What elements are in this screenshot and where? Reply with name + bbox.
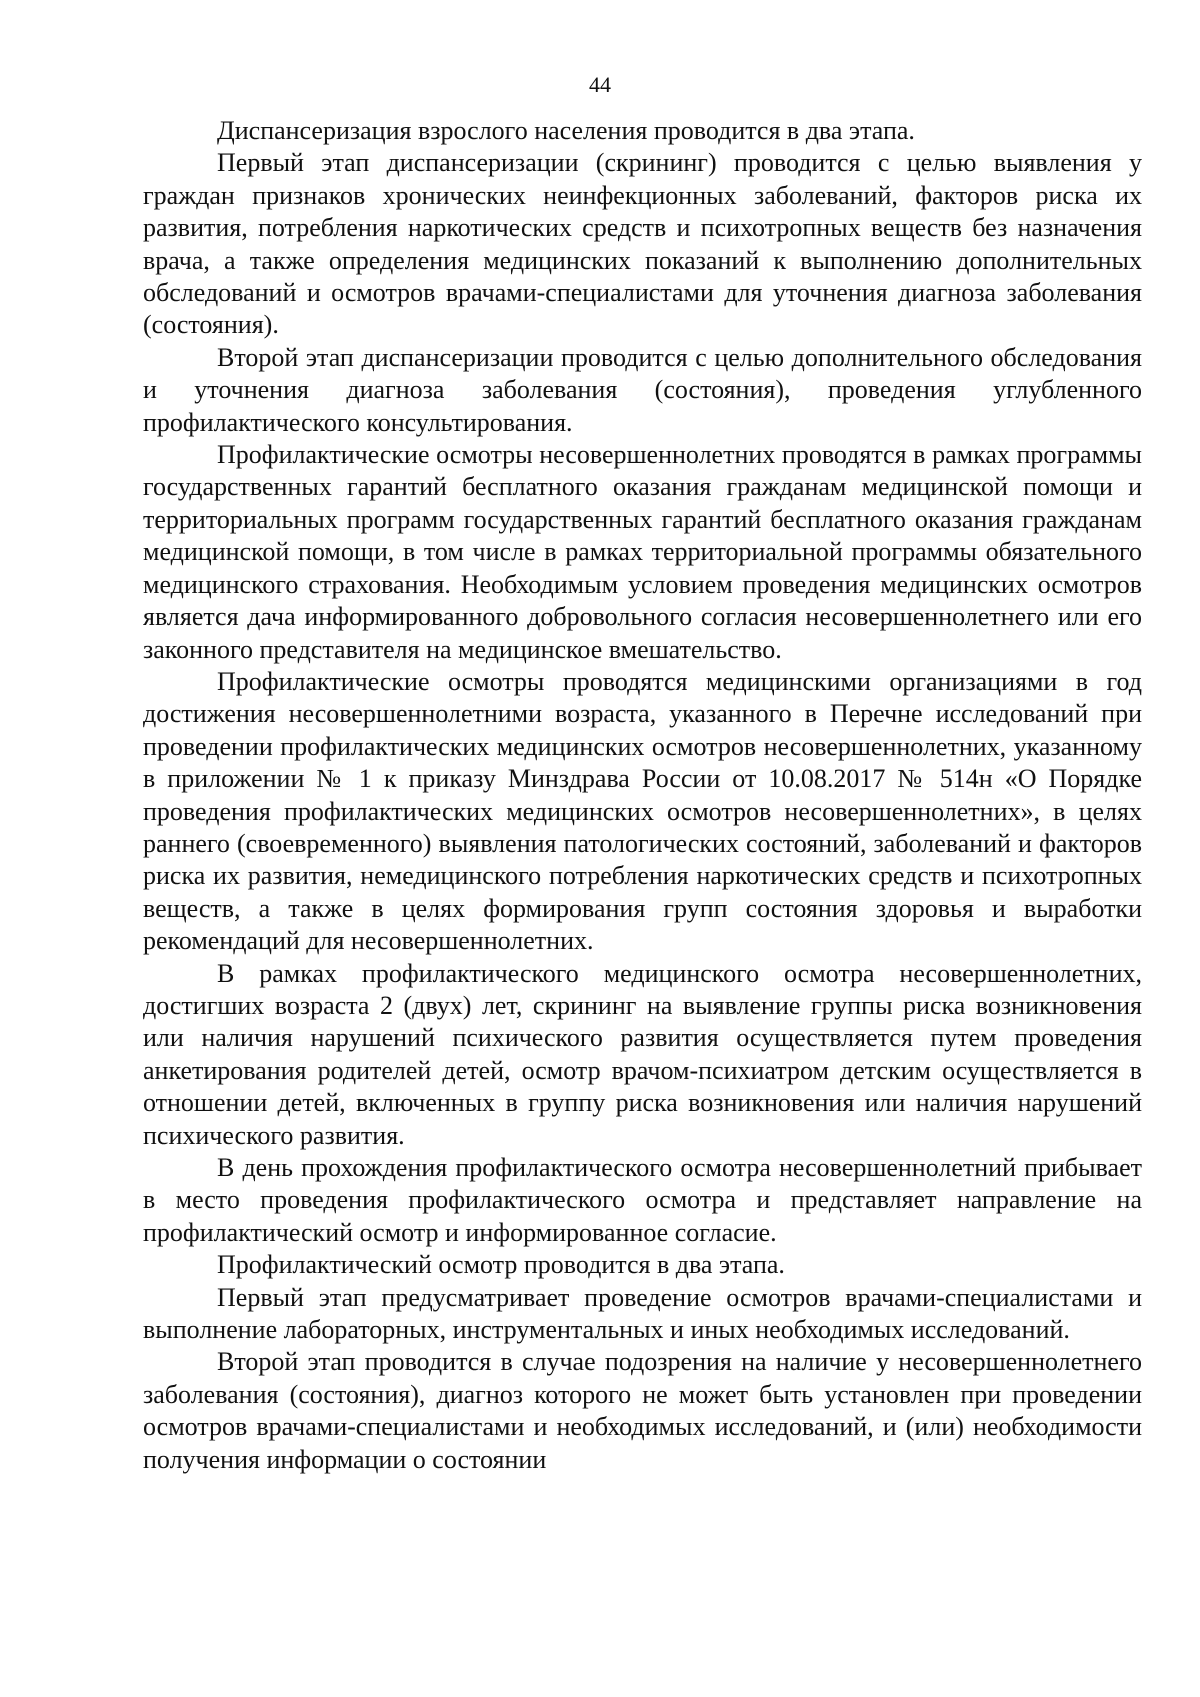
- paragraph-7: В день прохождения профилактического осмотра несовершеннолетний прибывает в место проведения профилактического осмотра и представляет направление на профилактический осмотр и информированное согласие.: [143, 1153, 1142, 1247]
- document-body: [143, 115, 1142, 1476]
- paragraph-1: Диспансеризация взрослого населения проводится в два этапа.: [217, 116, 915, 145]
- paragraph-10: Второй этап проводится в случае подозрения на наличие у несовершеннолетнего заболевания (состояния), диагноз которого не может быть установлен при проведении осмотров врачами-специалистами и необходимых исследований, и (или) необходимости получения информации о состоянии: [143, 1347, 1142, 1474]
- paragraph-4: Профилактические осмотры несовершеннолетних проводятся в рамках программы государственных гарантий бесплатного оказания гражданам медицинской помощи и территориальных программ государственных гарантий бесплатного оказания гражданам медицинской помощи, в том числе в рамках территориальной программы обязательного медицинского страхования. Необходимым условием проведения медицинских осмотров является дача информированного добровольного согласия несовершеннолетнего или его законного представителя на медицинское вмешательство.: [143, 440, 1142, 664]
- paragraph-2: Первый этап диспансеризации (скрининг) проводится с целью выявления у граждан признаков хронических неинфекционных заболеваний, факторов риска их развития, потребления наркотических средств и психотропных веществ без назначения врача, а также определения медицинских показаний к выполнению дополнительных обследований и осмотров врачами-специалистами для уточнения диагноза заболевания (состояния).: [143, 148, 1142, 340]
- paragraph-9: Первый этап предусматривает проведение осмотров врачами-специалистами и выполнение лабораторных, инструментальных и иных необходимых исследований.: [143, 1282, 1142, 1345]
- paragraph-5: Профилактические осмотры проводятся медицинскими организациями в год достижения несовершеннолетними возраста, указанного в Перечне исследований при проведении профилактических медицинских осмотров несовершеннолетних, указанному в приложении № 1 к приказу Минздрава России от 10.08.2017 № 514н «О Порядке проведения профилактических медицинских осмотров несовершеннолетних», в целях раннего (своевременного) выявления патологических состояний, заболеваний и факторов риска их развития, немедицинского потребления наркотических средств и психотропных веществ, а также в целях формирования групп состояния здоровья и выработки рекомендаций для несовершеннолетних.: [143, 666, 1142, 956]
- paragraph-3: Второй этап диспансеризации проводится с целью дополнительного обследования и уточнения диагноза заболевания (состояния), проведения углубленного профилактического консультирования.: [143, 342, 1142, 437]
- page-number: 44: [589, 72, 611, 97]
- paragraph-6: В рамках профилактического медицинского осмотра несовершеннолетних, достигших возраста 2 (двух) лет, скрининг на выявление группы риска возникновения или наличия нарушений психического развития осуществляется путем проведения анкетирования родителей детей, осмотр врачом-психиатром детским осуществляется в отношении детей, включенных в группу риска возникновения или наличия нарушений психического развития.: [143, 958, 1142, 1150]
- paragraph-8: Профилактический осмотр проводится в два этапа.: [217, 1250, 785, 1280]
